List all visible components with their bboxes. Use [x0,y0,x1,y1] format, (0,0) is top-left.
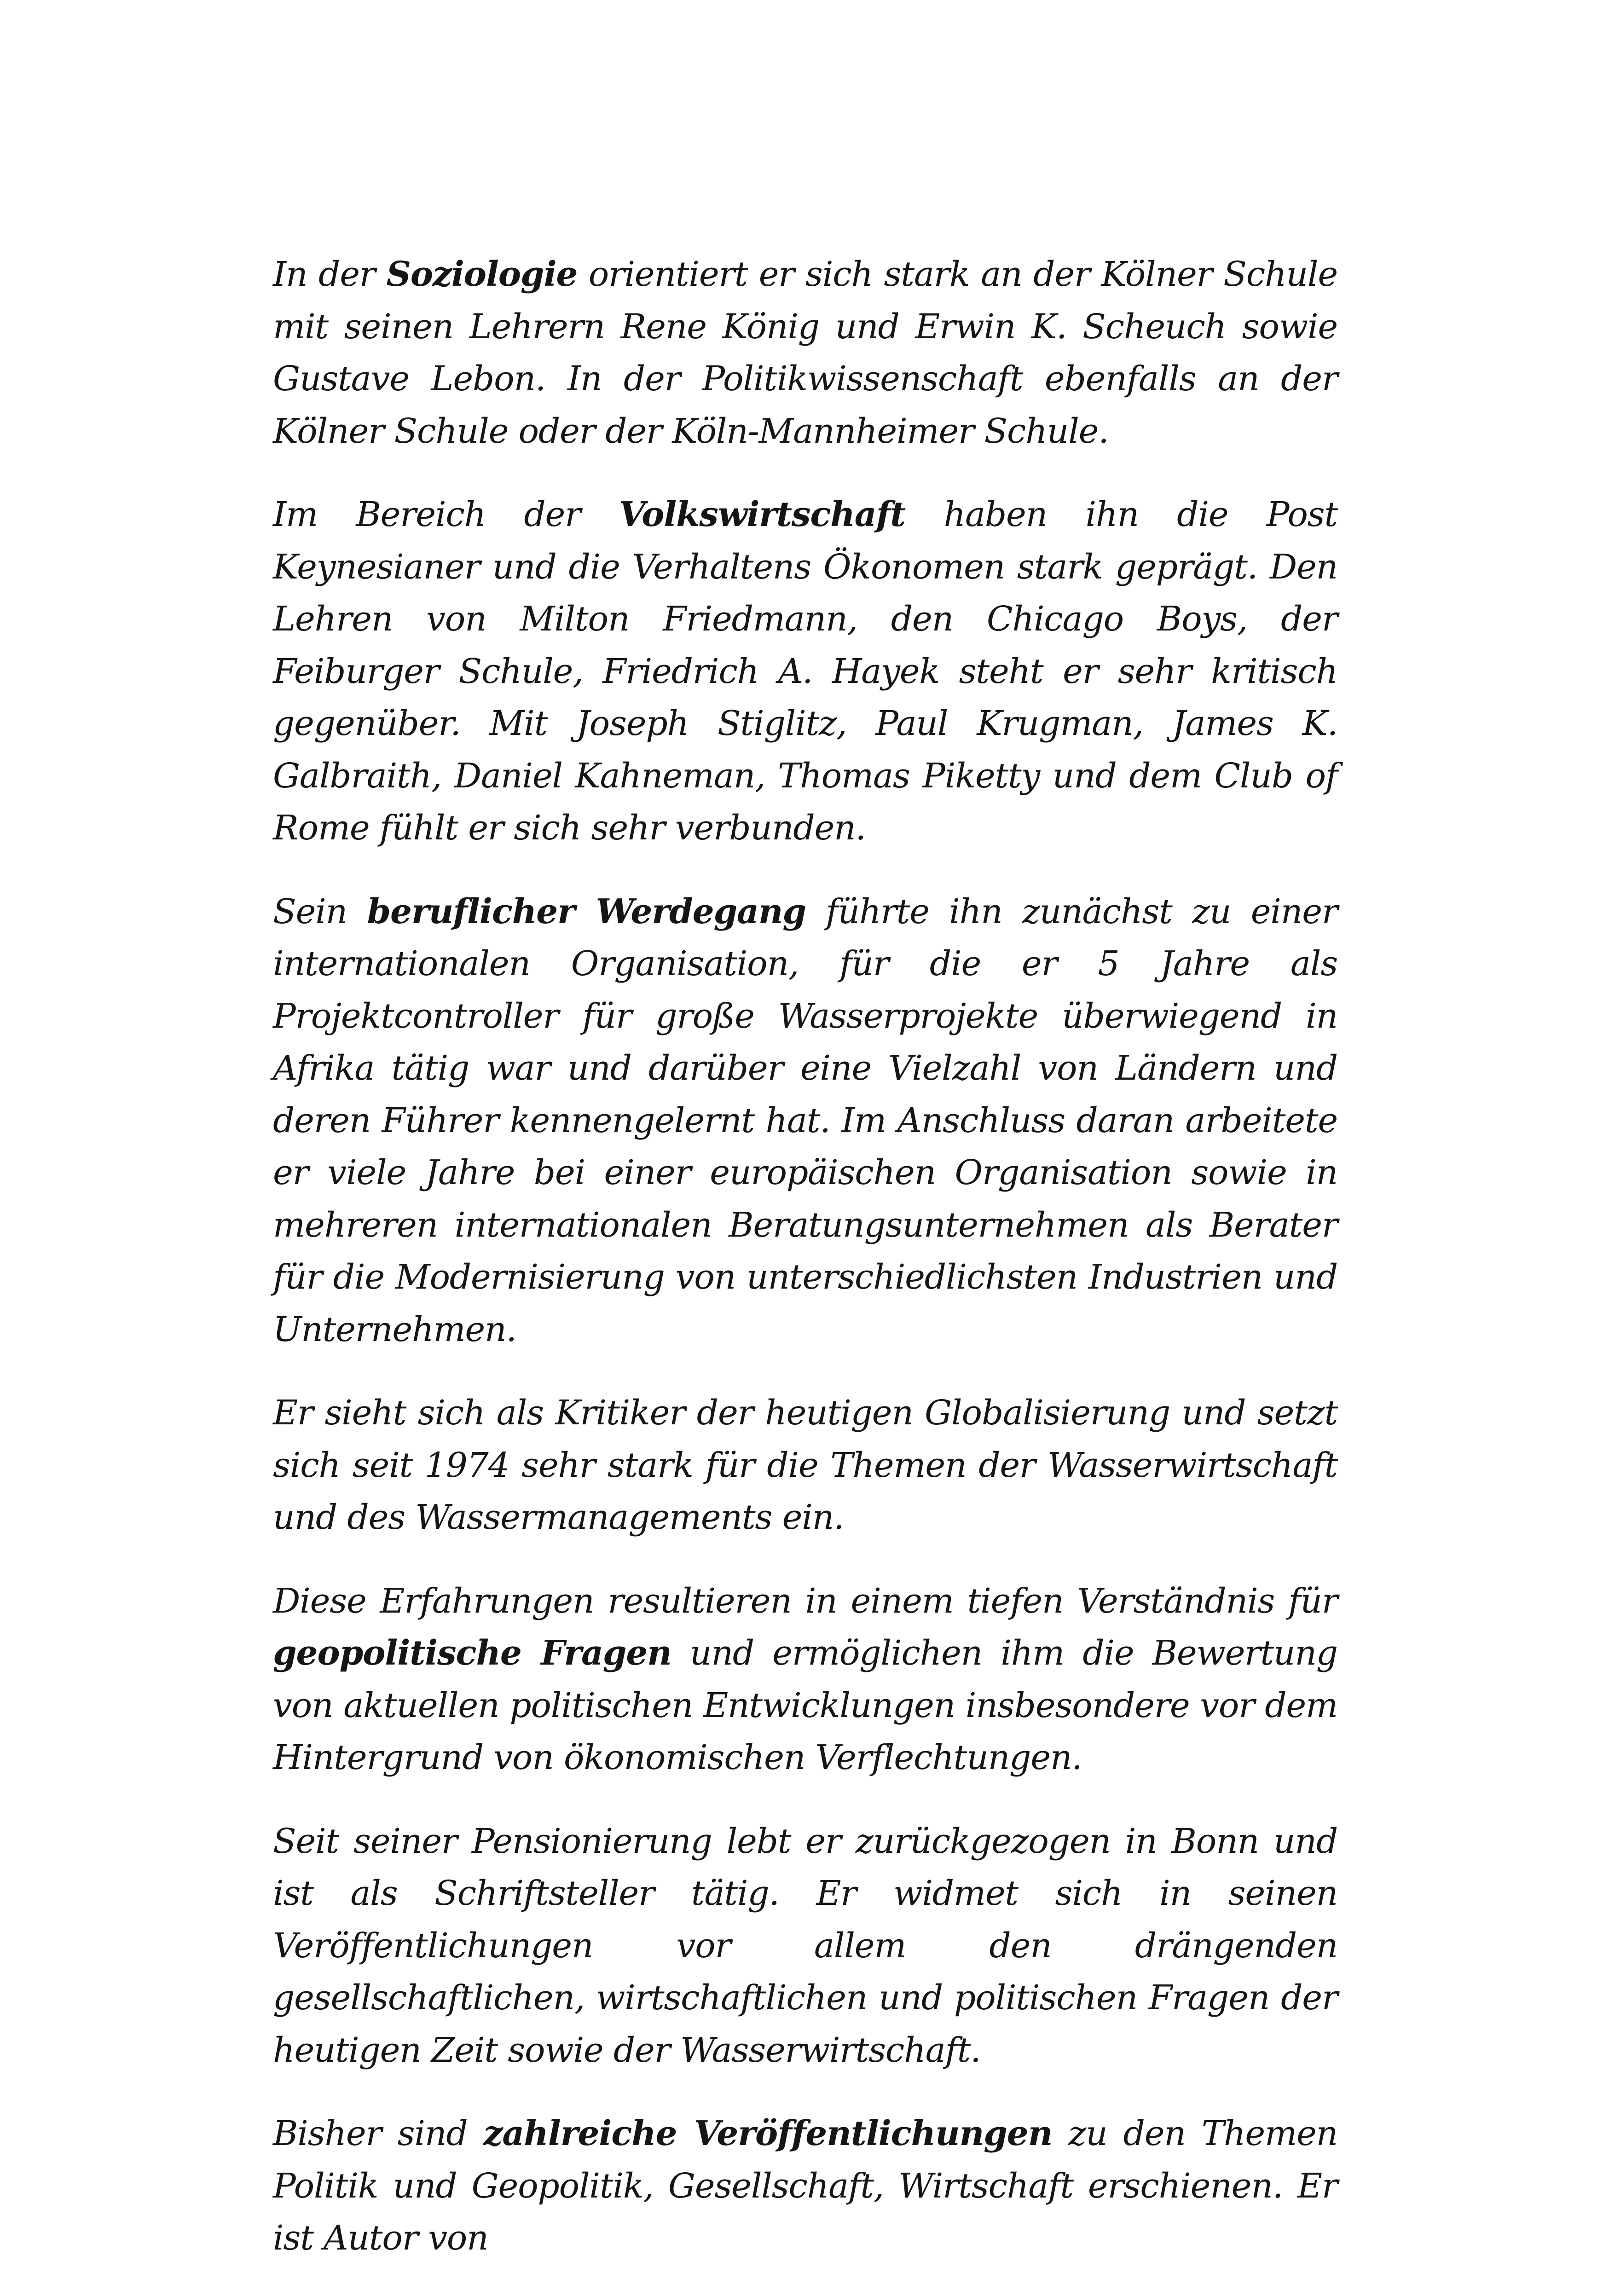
emphasized-term: Volkswirtschaft [619,495,906,534]
paragraph-text: Er sieht sich als Kritiker der heutigen Globalisierung und setzt sich seit 1974 sehr stark für die Themen der Wasserwirtschaft und des Wassermanagements ein. [273,1393,1337,1537]
paragraph-text: haben ihn die Post Keynesianer und die Verhaltens Ökonomen stark geprägt. Den Lehren von Milton Friedmann, den Chicago Boys, der Feiburger Schule, Friedrich A. Hayek steht er sehr kritisch gegenüber. Mit Joseph Stiglitz, Paul Krugman, James K. Galbraith, Daniel Kahneman, Thomas Piketty und dem Club of Rome fühlt er sich sehr verbunden. [273,495,1337,848]
paragraph-text: Seit seiner Pensionierung lebt er zurückgezogen in Bonn und ist als Schriftsteller tätig. Er widmet sich in seinen Veröffentlichungen vor allem den drängenden gesellschaftlichen, wirtschaftlichen und politischen Fragen der heutigen Zeit sowie der Wasserwirtschaft. [273,1821,1337,2070]
paragraph-text: Bisher sind [273,2114,484,2153]
paragraph-text: und ermöglichen ihm die Bewertung von aktuellen politischen Entwicklungen insbesondere vor dem Hintergrund von ökonomischen Verflechtungen. [273,1633,1337,1777]
paragraph-text: Diese Erfahrungen resultieren in einem tiefen Verständnis für [273,1581,1337,1621]
paragraph-publications [273,2108,1337,2265]
paragraph-text: In der [273,254,387,294]
emphasized-term: Soziologie [386,254,578,294]
paragraph-career [273,886,1337,1356]
paragraph-geopolitics [273,1575,1337,1784]
body-text [273,249,1337,2296]
paragraph-text: führte ihn zunächst zu einer internationalen Organisation, für die er 5 Jahre als Projektcontroller für große Wasserprojekte überwiegend in Afrika tätig war und darüber eine Vielzahl von Ländern und deren Führer kennengelernt hat. Im Anschluss daran arbeitete er viele Jahre bei einer europäischen Organisation sowie in mehreren internationalen Beratungsunternehmen als Berater für die Modernisierung von unterschiedlichsten Industrien und Unternehmen. [273,891,1337,1349]
paragraph-text: zu den Themen Politik und Geopolitik, Gesellschaft, Wirtschaft erschienen. Er ist Autor von [273,2114,1337,2258]
emphasized-term: geopolitische Fragen [273,1633,671,1673]
emphasized-term: beruflicher Werdegang [367,891,806,931]
paragraph-economics [273,489,1337,855]
paragraph-text: orientiert er sich stark an der Kölner Schule mit seinen Lehrern Rene König und Erwin K. Scheuch sowie Gustave Lebon. In der Politikwissenschaft ebenfalls an der Kölner Schule oder der Köln-Mannheimer Schule. [273,254,1337,451]
paragraph-retirement [273,1816,1337,2077]
paragraph-sociology [273,249,1337,457]
emphasized-term: zahlreiche Veröffentlichungen [483,2114,1053,2153]
paragraph-text: Sein [273,891,367,931]
paragraph-globalization [273,1387,1337,1544]
paragraph-text: Im Bereich der [273,495,619,534]
